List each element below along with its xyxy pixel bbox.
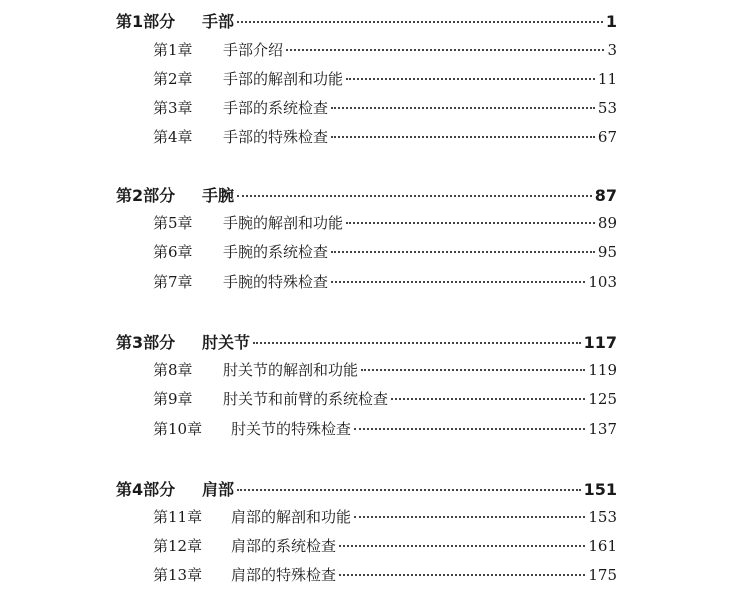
chapter-number: 第2章	[153, 70, 193, 88]
toc-chapter-8	[153, 359, 617, 380]
chapter-title: 手部的系统检查	[223, 99, 329, 117]
chapter-title: 手腕的特殊检查	[223, 273, 329, 291]
part-title: 肩部	[202, 480, 235, 499]
toc-chapter-9	[153, 388, 617, 409]
toc-chapter-1	[153, 39, 617, 60]
part-number: 第4部分	[116, 480, 176, 499]
toc-chapter-11	[153, 506, 617, 527]
chapter-number: 第10章	[153, 420, 203, 438]
chapter-number: 第6章	[153, 243, 193, 261]
dot-leader	[339, 545, 585, 547]
part-number: 第1部分	[116, 12, 176, 31]
dot-leader	[253, 342, 581, 344]
chapter-number: 第13章	[153, 566, 203, 584]
chapter-number: 第3章	[153, 99, 193, 117]
toc-chapter-6	[153, 241, 617, 262]
toc-chapter-5	[153, 212, 617, 233]
dot-leader	[361, 369, 585, 371]
toc-part-2	[116, 183, 617, 206]
chapter-page-number: 95	[597, 243, 617, 261]
chapter-page-number: 175	[588, 566, 617, 584]
toc-chapter-13	[153, 564, 617, 585]
chapter-page-number: 53	[597, 99, 617, 117]
chapter-page-number: 119	[588, 361, 617, 379]
chapter-title: 肩部的特殊检查	[231, 566, 337, 584]
toc-chapter-7	[153, 271, 617, 292]
chapter-number: 第5章	[153, 214, 193, 232]
chapter-title: 肩部的系统检查	[231, 537, 337, 555]
chapter-page-number: 137	[588, 420, 617, 438]
dot-leader	[354, 516, 585, 518]
chapter-title: 手腕的解剖和功能	[223, 214, 344, 232]
toc-part-1	[116, 9, 617, 32]
part-page-number: 117	[583, 333, 617, 352]
chapter-page-number: 67	[597, 128, 617, 146]
chapter-page-number: 11	[597, 70, 617, 88]
dot-leader	[237, 21, 603, 23]
part-page-number: 87	[594, 186, 617, 205]
part-title: 手部	[202, 12, 235, 31]
dot-leader	[237, 195, 592, 197]
part-number: 第3部分	[116, 333, 176, 352]
toc-chapter-3	[153, 97, 617, 118]
chapter-number: 第12章	[153, 537, 203, 555]
toc-part-3	[116, 330, 617, 353]
chapter-number: 第4章	[153, 128, 193, 146]
chapter-title: 手部的解剖和功能	[223, 70, 344, 88]
part-number: 第2部分	[116, 186, 176, 205]
chapter-title: 肩部的解剖和功能	[231, 508, 352, 526]
chapter-title: 肘关节的特殊检查	[231, 420, 352, 438]
dot-leader	[354, 428, 585, 430]
chapter-page-number: 153	[588, 508, 617, 526]
dot-leader	[339, 574, 585, 576]
chapter-page-number: 161	[588, 537, 617, 555]
dot-leader	[331, 136, 595, 138]
toc-part-4	[116, 477, 617, 500]
dot-leader	[331, 251, 595, 253]
chapter-number: 第7章	[153, 273, 193, 291]
dot-leader	[346, 78, 595, 80]
toc-chapter-10	[153, 418, 617, 439]
part-title: 手腕	[202, 186, 235, 205]
dot-leader	[346, 222, 595, 224]
chapter-title: 手腕的系统检查	[223, 243, 329, 261]
dot-leader	[331, 107, 595, 109]
chapter-title: 手部介绍	[223, 41, 284, 59]
toc-chapter-4	[153, 126, 617, 147]
toc-chapter-2	[153, 68, 617, 89]
chapter-title: 肘关节的解剖和功能	[223, 361, 359, 379]
dot-leader	[391, 398, 585, 400]
chapter-page-number: 89	[597, 214, 617, 232]
part-title: 肘关节	[202, 333, 251, 352]
chapter-number: 第8章	[153, 361, 193, 379]
chapter-page-number: 103	[588, 273, 617, 291]
part-page-number: 151	[583, 480, 617, 499]
chapter-number: 第11章	[153, 508, 203, 526]
chapter-number: 第1章	[153, 41, 193, 59]
chapter-page-number: 3	[607, 41, 617, 59]
chapter-page-number: 125	[588, 390, 617, 408]
chapter-number: 第9章	[153, 390, 193, 408]
dot-leader	[286, 49, 604, 51]
chapter-title: 肘关节和前臂的系统检查	[223, 390, 389, 408]
dot-leader	[331, 281, 585, 283]
chapter-title: 手部的特殊检查	[223, 128, 329, 146]
toc-chapter-12	[153, 535, 617, 556]
part-page-number: 1	[605, 12, 617, 31]
dot-leader	[237, 489, 581, 491]
